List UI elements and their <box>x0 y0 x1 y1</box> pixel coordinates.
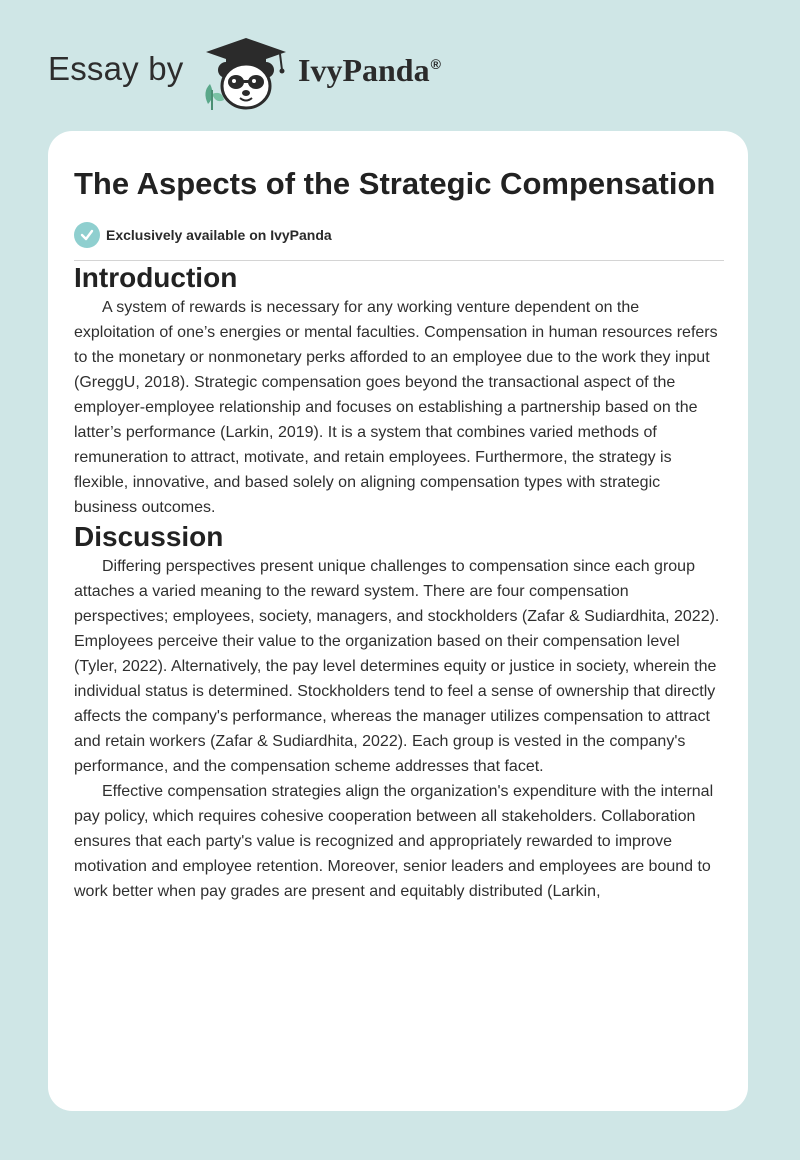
paragraph: A system of rewards is necessary for any working venture dependent on the exploitation of one’s energies or mental faculties. Compensation in human resources refers to the monetary or nonmonetary perks afforded to an employee due to the work they input (GreggU, 2018). Strategic compensation goes beyond the transactional aspect of the employer-employee relationship and focuses on establishing a partnership based on the latter’s performance (Larkin, 2019). It is a system that combines varied methods of remuneration to attract, motivate, and retain employees. Furthermore, the strategy is flexible, innovative, and based solely on aligning compensation types with strategic business outcomes. <box>74 299 718 516</box>
registered-mark: ® <box>430 56 441 72</box>
essay-content <box>74 163 724 904</box>
essay-card <box>48 131 748 1111</box>
paragraph: Effective compensation strategies align the organization's expenditure with the internal pay policy, which requires cohesive cooperation between all stakeholders. Collaboration ensures that each party's value is recognized and appropriately rewarded to improve motivation and employee retention. Moreover, senior leaders and employees are bound to work better when pay grades are present and equitably distributed (Larkin, <box>74 783 714 900</box>
essay-title: The Aspects of the Strategic Compensation <box>74 166 716 201</box>
availability-text: Exclusively available on IvyPanda <box>106 227 332 243</box>
section-heading-discussion: Discussion <box>74 521 224 552</box>
section-heading-introduction: Introduction <box>74 262 238 293</box>
brand-prefix: Essay by <box>48 50 184 87</box>
brand-name-text: IvyPanda <box>298 52 430 88</box>
brand-name[interactable] <box>298 52 441 89</box>
panda-logo-icon[interactable] <box>198 34 294 112</box>
site-header <box>0 0 800 130</box>
availability-badge <box>74 222 724 248</box>
check-icon <box>74 222 100 248</box>
paragraph: Differing perspectives present unique challenges to compensation since each group attaches a varied meaning to the reward system. There are four compensation perspectives; employees, society, managers, and stockholders (Zafar & Sudiardhita, 2022). Employees perceive their value to the organization based on their compensation level (Tyler, 2022). Alternatively, the pay level determines equity or justice in society, wherein the individual status is determined. Stockholders tend to feel a sense of ownership that directly affects the company's performance, whereas the manager utilizes compensation to attract and retain workers (Zafar & Sudiardhita, 2022). Each group is vested in the company's performance, and the compensation scheme addresses that facet. <box>74 558 720 775</box>
